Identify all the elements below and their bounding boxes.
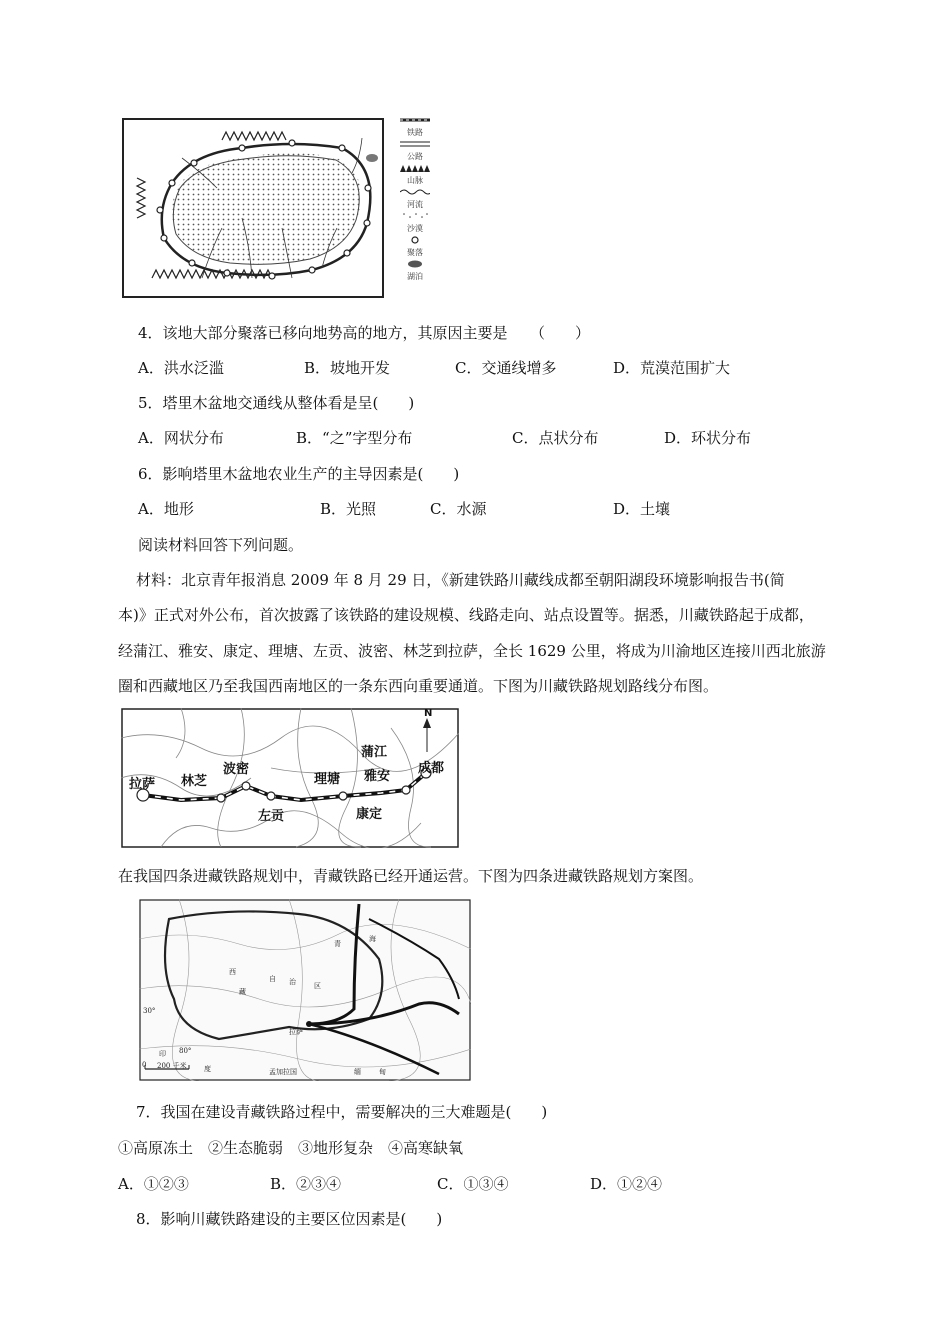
label-hai: 海	[369, 935, 376, 943]
label-qu: 区	[314, 982, 321, 990]
label-yin: 印	[159, 1050, 166, 1058]
tibet-railways-plan-map	[139, 899, 471, 1081]
tarim-basin-map	[122, 118, 384, 298]
city-litang: 理塘	[314, 772, 341, 787]
legend-label: 聚落	[407, 248, 423, 257]
legend-river	[398, 188, 432, 212]
q7-option-d: D．①②④	[590, 1175, 663, 1193]
question-5-stem: 5．塔里木盆地交通线从整体看是呈( )	[138, 394, 415, 412]
legend-label: 公路	[407, 152, 423, 161]
city-zogang: 左贡	[258, 809, 285, 824]
legend-desert	[398, 212, 432, 236]
question-6-stem: 6．影响塔里木盆地农业生产的主导因素是( )	[138, 465, 460, 483]
q6-option-c: C．水源	[430, 500, 487, 518]
north-label: N	[424, 708, 433, 719]
city-yaan: 雅安	[364, 769, 391, 784]
material-line-3: 经蒲江、雅安、康定、理塘、左贡、波密、林芝到拉萨，全长 1629 公里，将成为川渝地区连接川西北旅游	[118, 642, 826, 660]
question-7-stem: 7．我国在建设青藏铁路过程中，需要解决的三大难题是( )	[136, 1103, 548, 1121]
q6-option-a: A．地形	[138, 500, 194, 518]
q4-option-b: B．坡地开发	[304, 359, 391, 377]
label-zhi: 治	[289, 978, 296, 986]
question-4-stem: 4．该地大部分聚落已移向地势高的地方，其原因主要是 （ ）	[138, 324, 591, 342]
city-kangding: 康定	[356, 807, 383, 822]
legend-label: 铁路	[407, 128, 423, 137]
river-symbol-icon	[400, 188, 430, 196]
scale-label: 200 千米	[157, 1062, 187, 1070]
legend-label: 山脉	[407, 176, 423, 185]
para-four-railways: 在我国四条进藏铁路规划中，青藏铁路已经开通运营。下图为四条进藏铁路规划方案图。	[118, 867, 704, 885]
legend-label: 河流	[407, 200, 423, 209]
label-qing: 青	[334, 940, 341, 948]
q6-option-b: B．光照	[320, 500, 377, 518]
legend-lake	[398, 260, 432, 284]
scale-zero: 0	[142, 1061, 147, 1069]
q5-option-b: B．“之”字型分布	[296, 429, 413, 447]
label-zi: 自	[269, 975, 276, 983]
map-legend	[398, 116, 432, 284]
q7-option-a: A．①②③	[118, 1175, 189, 1193]
latitude-30: 30°	[143, 1007, 156, 1015]
material-line-4: 圈和西藏地区乃至我国西南地区的一条东西向重要通道。下图为川藏铁路规划路线分布图。	[118, 677, 719, 695]
railway-symbol-icon	[400, 116, 430, 124]
city-pujiang: 蒲江	[361, 745, 388, 760]
legend-railway	[398, 116, 432, 140]
q4-option-a: A．洪水泛滥	[138, 359, 224, 377]
legend-mountain	[398, 164, 432, 188]
q7-option-c: C．①③④	[437, 1175, 509, 1193]
city-nyingchi: 林芝	[181, 774, 208, 789]
desert-symbol-icon	[400, 212, 430, 220]
q4-option-c: C．交通线增多	[455, 359, 557, 377]
label-bangladesh: 孟加拉国	[269, 1068, 297, 1076]
q5-option-a: A．网状分布	[138, 429, 224, 447]
question-8-stem: 8．影响川藏铁路建设的主要区位因素是( )	[136, 1210, 443, 1228]
question-7-items: ①高原冻土 ②生态脆弱 ③地形复杂 ④高寒缺氧	[118, 1139, 464, 1157]
city-chengdu: 成都	[418, 761, 445, 776]
label-dian: 甸	[379, 1068, 386, 1076]
mountain-symbol-icon	[400, 164, 430, 172]
label-lhasa: 拉萨	[289, 1028, 303, 1036]
q6-option-d: D．土壤	[613, 500, 671, 518]
q5-option-c: C．点状分布	[512, 429, 599, 447]
material-line-2: 本)》正式对外公布，首次披露了该铁路的建设规模、线路走向、站点设置等。据悉，川藏铁路起于成都，	[118, 606, 814, 624]
label-xi: 西	[229, 968, 236, 976]
road-symbol-icon	[400, 140, 430, 148]
material-line-1: 材料：北京青年报消息 2009 年 8 月 29 日，《新建铁路川藏线成都至朝阳湖段环境影响报告书(简	[136, 571, 785, 589]
lake-symbol-icon	[400, 260, 430, 268]
q4-option-d: D．荒漠范围扩大	[613, 359, 731, 377]
label-zang: 藏	[239, 988, 246, 996]
label-du: 度	[204, 1065, 211, 1073]
sichuan-tibet-railway-map	[121, 708, 459, 848]
legend-road	[398, 140, 432, 164]
settlement-symbol-icon	[400, 236, 430, 244]
legend-label: 湖泊	[407, 272, 423, 281]
q7-option-b: B．②③④	[270, 1175, 342, 1193]
longitude-80: 80°	[179, 1047, 192, 1055]
q5-option-d: D．环状分布	[664, 429, 752, 447]
legend-label: 沙漠	[407, 224, 423, 233]
city-bomi: 波密	[223, 762, 250, 777]
city-lhasa: 拉萨	[129, 777, 156, 792]
label-mian: 缅	[354, 1068, 361, 1076]
reading-intro: 阅读材料回答下列问题。	[138, 536, 304, 554]
legend-settlement	[398, 236, 432, 260]
